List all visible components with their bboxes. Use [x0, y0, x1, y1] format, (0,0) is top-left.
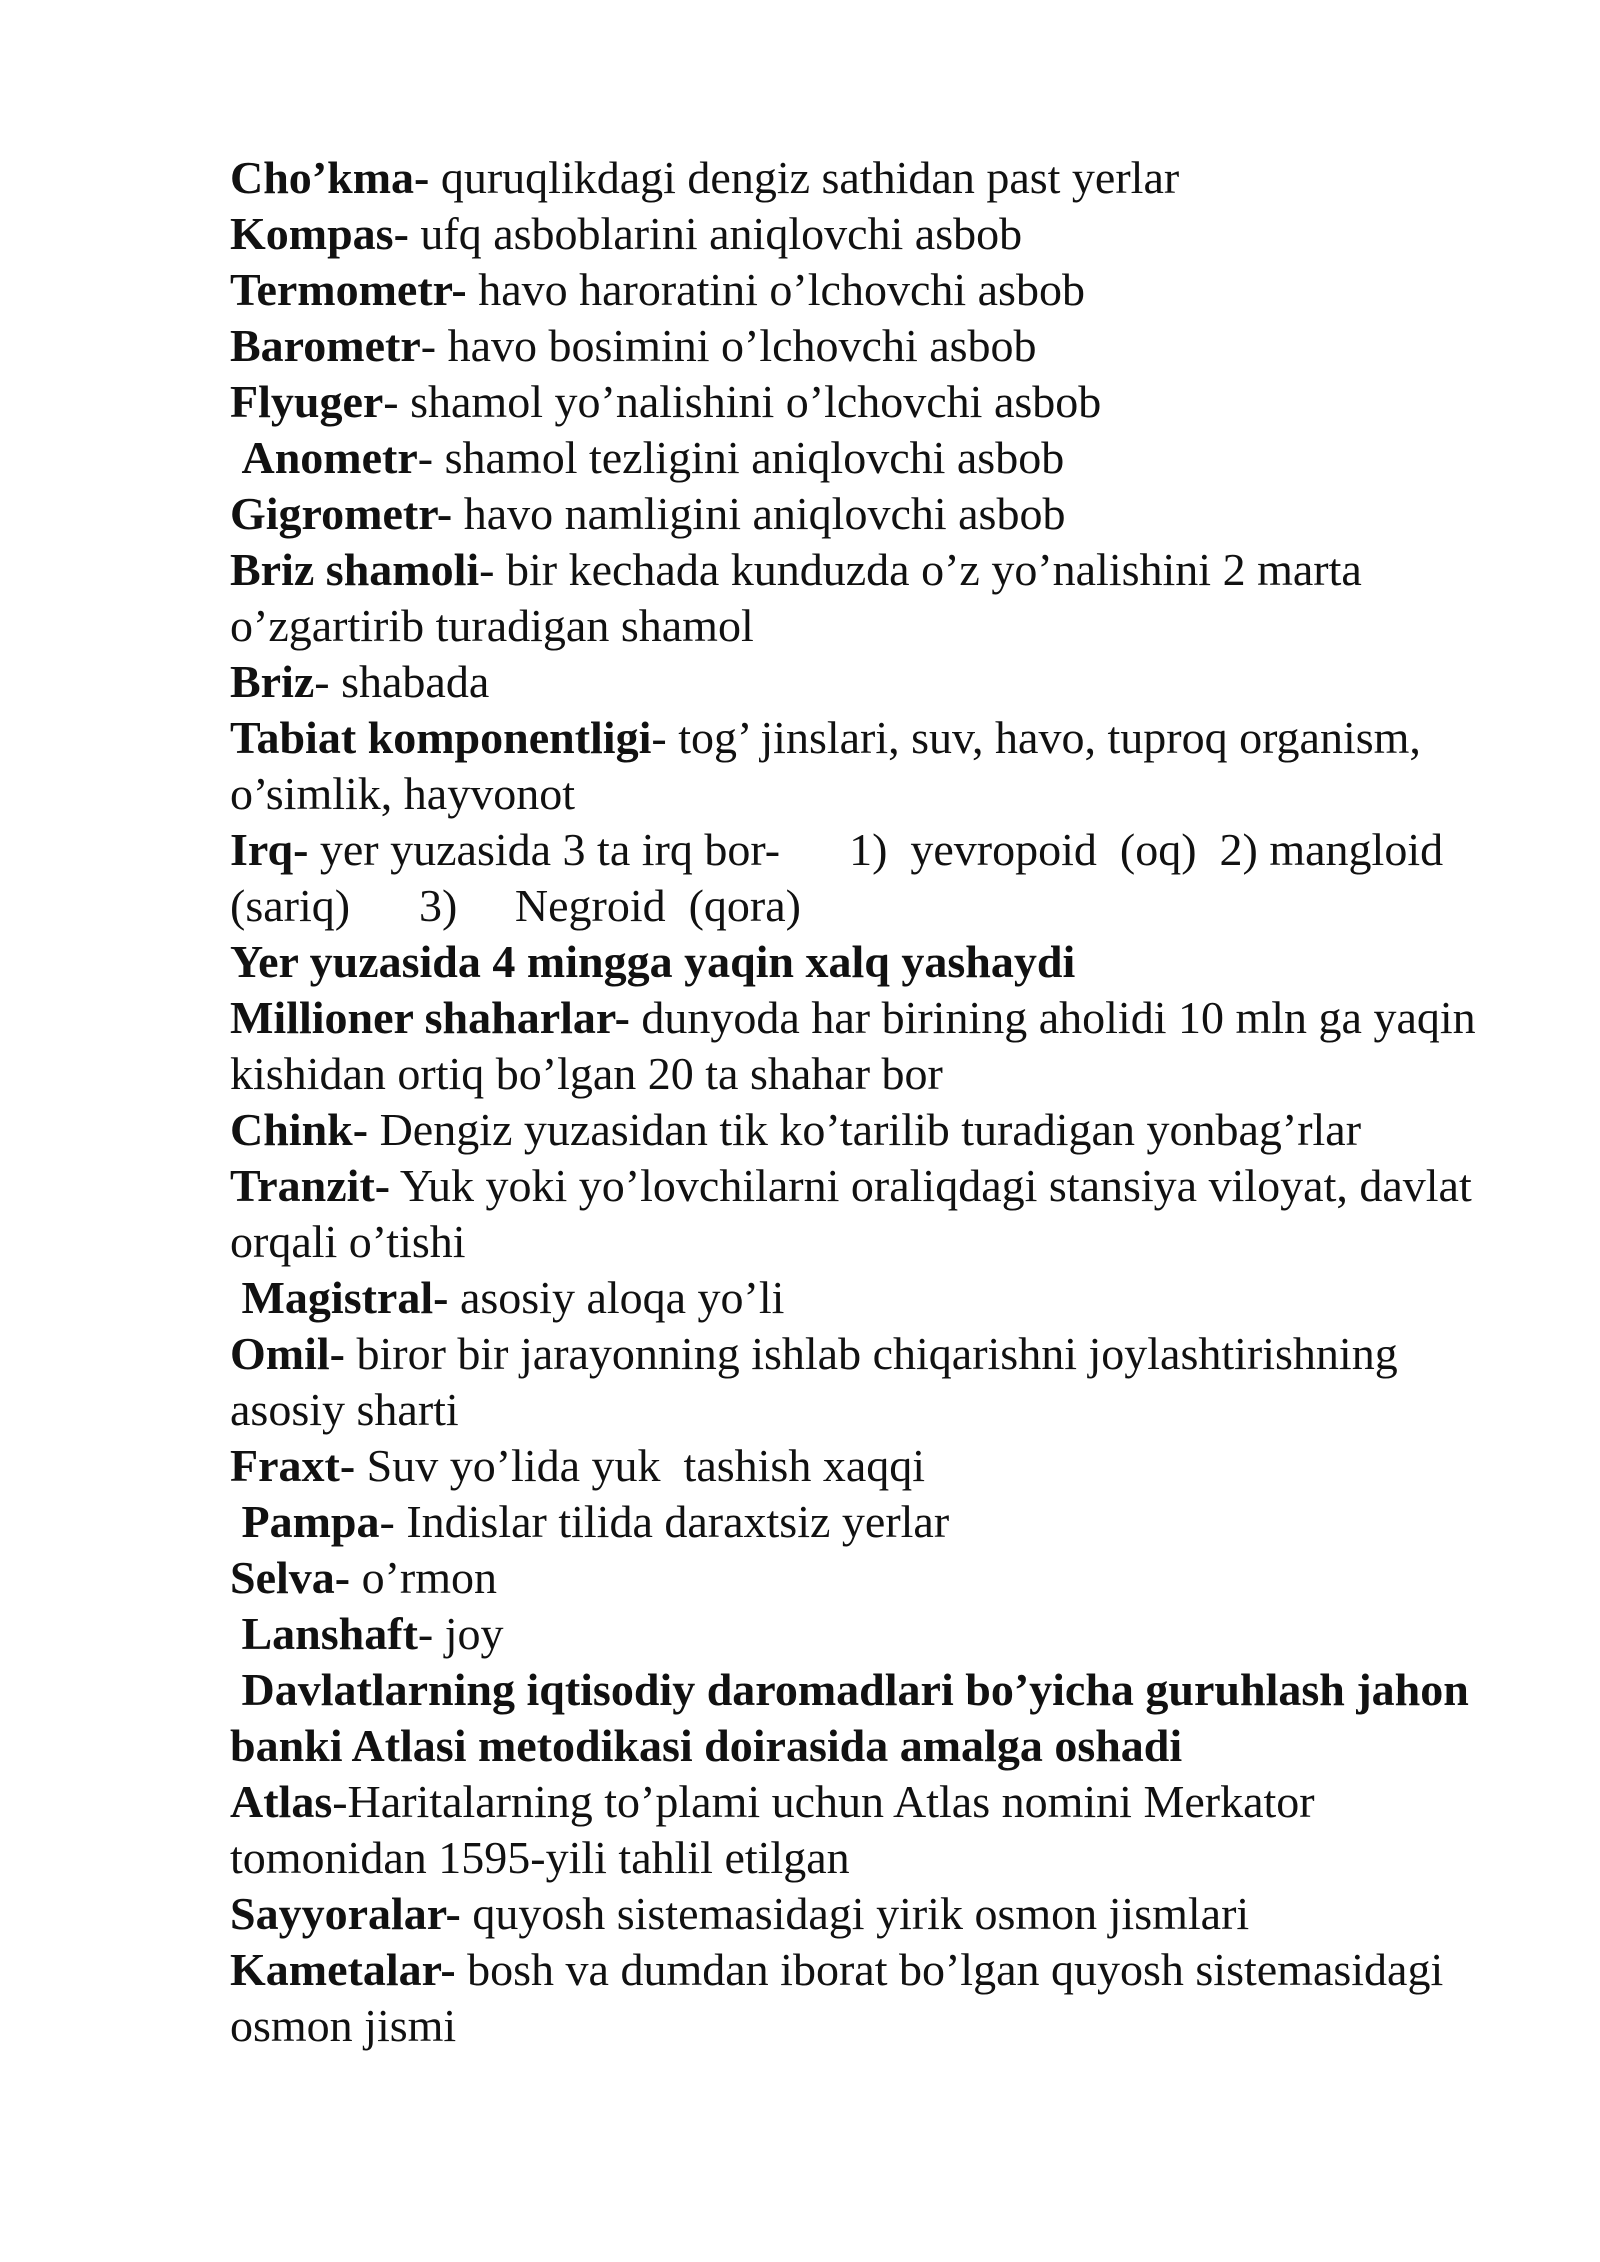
entry-definition: - shamol yo’nalishini o’lchovchi asbob — [383, 376, 1102, 427]
entry-term: Davlatlarning iqtisodiy daromadlari bo’yicha guruhlash jahon banki Atlasi metodikasi doirasida amalga oshadi — [230, 1664, 1481, 1771]
glossary-entry-briz-shamoli — [230, 542, 1500, 654]
entry-term: Tranzit- — [230, 1160, 391, 1211]
glossary-entry-irq — [230, 822, 1500, 934]
entry-definition: quruqlikdagi dengiz sathidan past yerlar — [429, 152, 1180, 203]
glossary-entry-millioner-shaharlar — [230, 990, 1500, 1102]
glossary-entry-tabiat-komponentligi — [230, 710, 1500, 822]
entry-term: Atlas — [230, 1776, 333, 1827]
entry-definition: - Indislar tilida daraxtsiz yerlar — [379, 1496, 950, 1547]
entry-term: Tabiat komponentligi — [230, 712, 652, 763]
entry-term: Irq- — [230, 824, 309, 875]
entry-term: Pampa — [230, 1496, 380, 1547]
entry-definition: biror bir jarayonning ishlab chiqarishni joylashtirishning asosiy sharti — [230, 1328, 1410, 1435]
entry-definition: Yuk yoki yo’lovchilarni oraliqdagi stansiya viloyat, davlat orqali o’tishi — [230, 1160, 1495, 1267]
entry-term: Sayyoralar- — [230, 1888, 461, 1939]
entry-definition: havo haroratini o’lchovchi asbob — [466, 264, 1085, 315]
glossary-entry-tranzit — [230, 1158, 1500, 1270]
glossary-entry-kompas — [230, 206, 1500, 262]
document-page — [230, 150, 1500, 2054]
glossary-entry-termometr — [230, 262, 1500, 318]
entry-definition: dunyoda har birining aholidi 10 mln ga yaqin kishidan ortiq bo’lgan 20 ta shahar bor — [230, 992, 1488, 1099]
glossary-entry-magistral — [230, 1270, 1500, 1326]
glossary-entry-barometr — [230, 318, 1500, 374]
entry-definition: asosiy aloqa yo’li — [448, 1272, 785, 1323]
statement-xalq-count — [230, 934, 1500, 990]
entry-term: Kompas- — [230, 208, 409, 259]
glossary-entry-omil — [230, 1326, 1500, 1438]
entry-definition: ufq asboblarini aniqlovchi asbob — [408, 208, 1023, 259]
entry-term: Termometr- — [230, 264, 467, 315]
entry-definition: o’rmon — [350, 1552, 498, 1603]
entry-definition: - havo bosimini o’lchovchi asbob — [420, 320, 1037, 371]
entry-definition: Dengiz yuzasidan tik ko’tarilib turadigan yonbag’rlar — [368, 1104, 1362, 1155]
entry-term: Briz shamoli — [230, 544, 480, 595]
glossary-entry-briz — [230, 654, 1500, 710]
entry-term: Cho’kma- — [230, 152, 430, 203]
entry-term: Barometr — [230, 320, 421, 371]
entry-term: Magistral- — [230, 1272, 449, 1323]
glossary-entry-lanshaft — [230, 1606, 1500, 1662]
entry-definition: bosh va dumdan iborat bo’lgan quyosh sistemasidagi osmon jismi — [230, 1944, 1455, 2051]
glossary-entry-kametalar — [230, 1942, 1500, 2054]
entry-definition: quyosh sistemasidagi yirik osmon jismlari — [460, 1888, 1250, 1939]
entry-definition: - shamol tezligini aniqlovchi asbob — [417, 432, 1065, 483]
glossary-entry-sayyoralar — [230, 1886, 1500, 1942]
entry-term: Yer yuzasida 4 mingga yaqin xalq yashaydi — [230, 936, 1076, 987]
entry-term: Fraxt- — [230, 1440, 356, 1491]
entry-definition: yer yuzasida 3 ta irq bor- 1) yevropoid (oq) 2) mangloid (sariq) 3) Negroid (qora) — [230, 824, 1455, 931]
entry-term: Briz — [230, 656, 315, 707]
glossary-entry-selva — [230, 1550, 1500, 1606]
glossary-entry-chink — [230, 1102, 1500, 1158]
entry-term: Kametalar- — [230, 1944, 456, 1995]
entry-definition: - bir kechada kunduzda o’z yo’nalishini 2 marta o’zgartirib turadigan shamol — [230, 544, 1374, 651]
entry-term: Flyuger — [230, 376, 384, 427]
glossary-entry-chokma — [230, 150, 1500, 206]
entry-term: Chink- — [230, 1104, 369, 1155]
entry-definition: -Haritalarning to’plami uchun Atlas nomini Merkator tomonidan 1595-yili tahlil etilgan — [230, 1776, 1327, 1883]
entry-term: Omil- — [230, 1328, 345, 1379]
entry-definition: - joy — [417, 1608, 504, 1659]
glossary-entry-gigrometr — [230, 486, 1500, 542]
entry-term: Millioner shaharlar- — [230, 992, 630, 1043]
glossary-entry-fraxt — [230, 1438, 1500, 1494]
statement-davlatlar-guruhlash — [230, 1662, 1500, 1774]
entry-definition: - shabada — [314, 656, 490, 707]
entry-definition: havo namligini aniqlovchi asbob — [452, 488, 1066, 539]
entry-term: Anometr — [230, 432, 418, 483]
entry-definition: - tog’ jinslari, suv, havo, tuproq organism, o’simlik, hayvonot — [230, 712, 1433, 819]
entry-term: Lanshaft — [230, 1608, 418, 1659]
glossary-entry-pampa — [230, 1494, 1500, 1550]
glossary-entry-flyuger — [230, 374, 1500, 430]
entry-term: Selva- — [230, 1552, 351, 1603]
glossary-entry-atlas — [230, 1774, 1500, 1886]
entry-definition: Suv yo’lida yuk tashish xaqqi — [355, 1440, 926, 1491]
glossary-entry-anometr — [230, 430, 1500, 486]
entry-term: Gigrometr- — [230, 488, 453, 539]
